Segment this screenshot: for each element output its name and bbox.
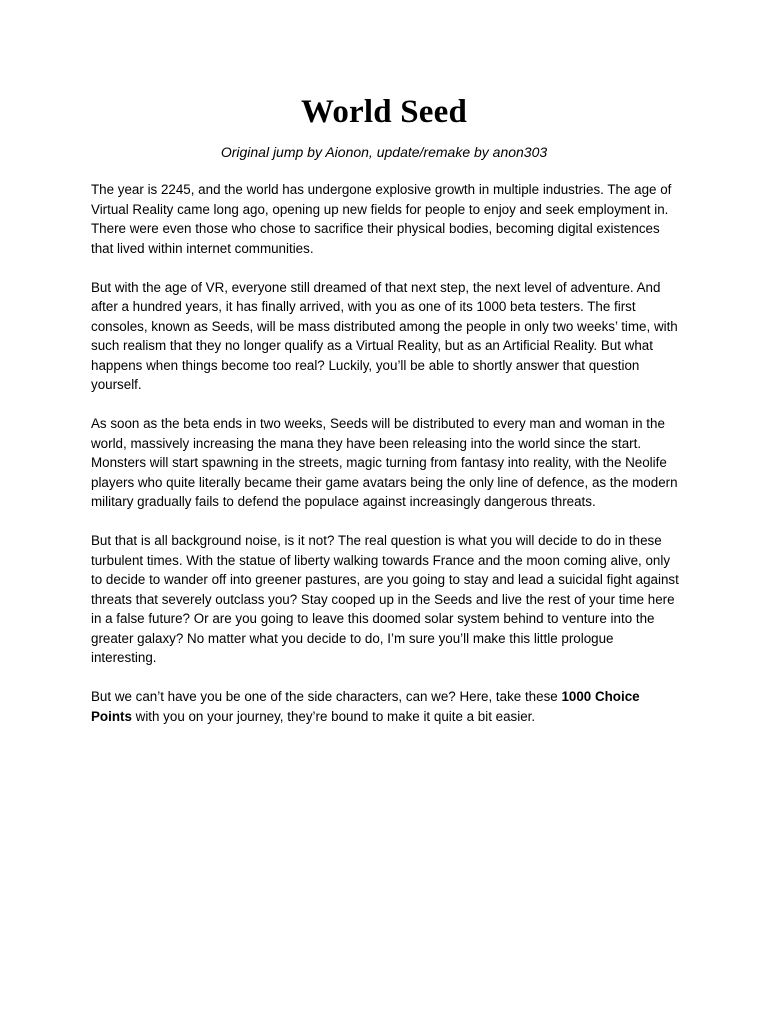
paragraph-question: But that is all background noise, is it not? The real question is what you will decide to do in these turbulent times. With the statue of liberty walking towards France and the moon coming alive, only to decide to wander off into greener pastures, are you going to stay and lead a suicidal fight against threats that severely outclass you? Stay cooped up in the Seeds and live the rest of your time here in a false future? Or are you going to leave this doomed solar system behind to venture into the greater galaxy? No matter what you decide to do, I’m sure you’ll make this little prologue interesting. <box>91 533 679 665</box>
choice-points-text-before: But we can’t have you be one of the side characters, can we? Here, take these <box>91 689 562 704</box>
paragraph-distribution: As soon as the beta ends in two weeks, Seeds will be distributed to every man and woman in the world, massively increasing the mana they have been releasing into the world since the start. Monsters will start spawning in the streets, magic turning from fantasy into reality, with the Neolife players who quite literally became their game avatars being the only line of defence, as the modern military gradually fails to defend the populace against increasingly dangerous threats. <box>91 416 678 509</box>
document-body <box>91 180 681 746</box>
paragraph-intro: The year is 2245, and the world has undergone explosive growth in multiple industries. The age of Virtual Reality came long ago, opening up new fields for people to enjoy and seek employment in. There were even those who chose to sacrifice their physical bodies, becoming digital existences that lived within internet communities. <box>91 182 672 256</box>
document-title: World Seed <box>300 94 468 130</box>
choice-points-amount: 1000 Choice Points <box>91 689 640 724</box>
paragraph-choice-points <box>91 687 681 726</box>
document-subtitle: Original jump by Aionon, update/remake by anon303 <box>220 144 548 160</box>
paragraph-beta: But with the age of VR, everyone still dreamed of that next step, the next level of adventure. And after a hundred years, it has finally arrived, with you as one of its 1000 beta testers. The first consoles, known as Seeds, will be mass distributed among the people in only two weeks’ time, with such realism that they no longer qualify as a Virtual Reality, but as an Artificial Reality. But what happens when things become too real? Luckily, you’ll be able to shortly answer that question yourself. <box>91 279 678 392</box>
choice-points-text-after: with you on your journey, they’re bound to make it quite a bit easier. <box>131 708 536 724</box>
